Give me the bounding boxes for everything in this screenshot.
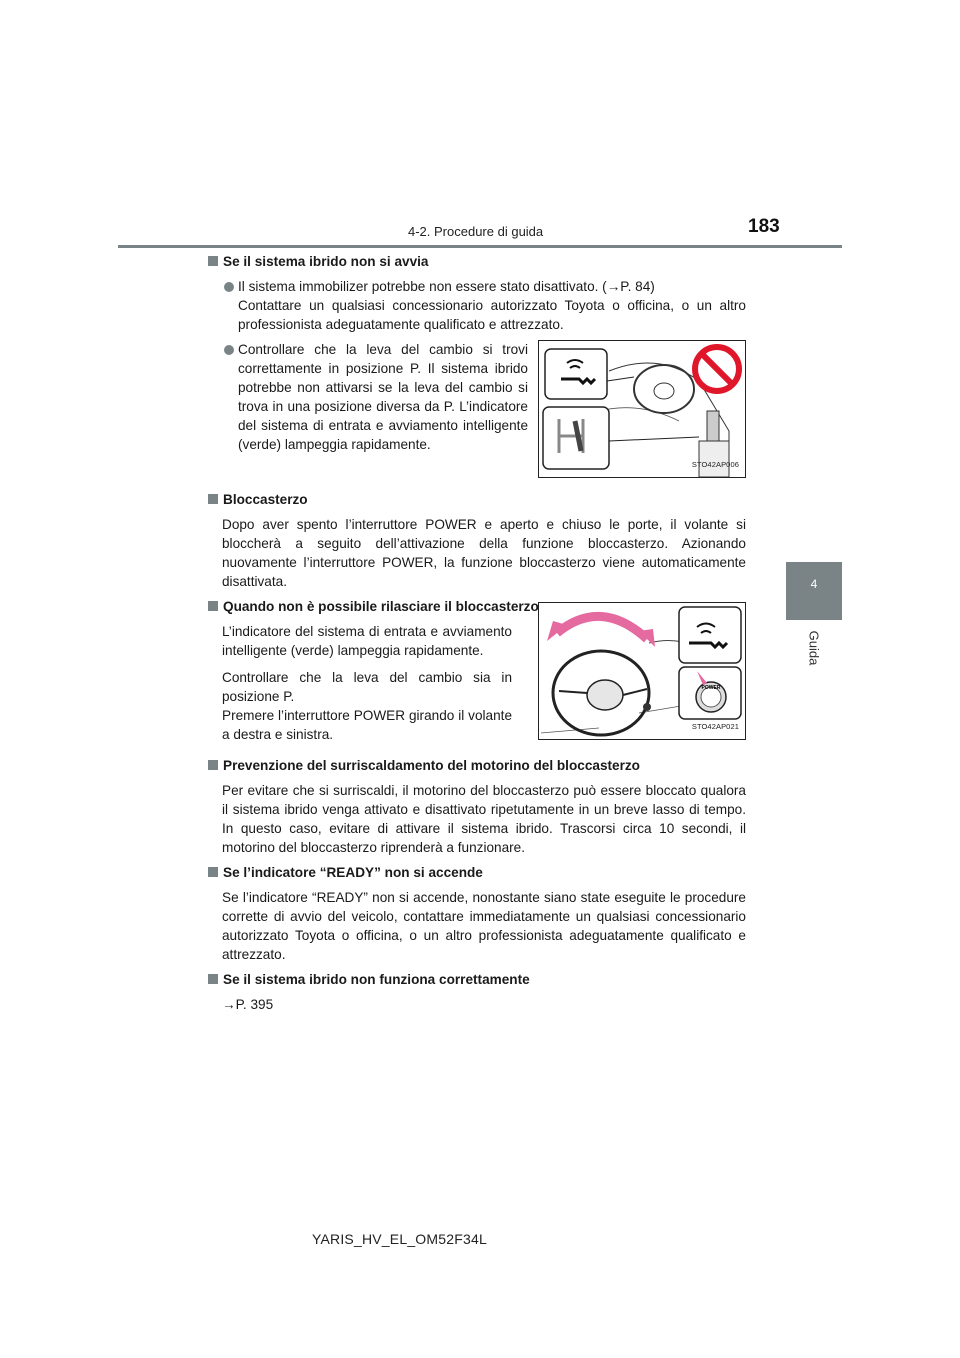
bullet-shift-lever: Controllare che la leva del cambio si trovi correttamente in posizione P. Il sistema ibrido potrebbe non attivarsi se la leva del cambio si trova in una posizione diversa da P. L’indicatore del sistema di entrata e avviamento intelligente (verde) lampeggia rapidamente.: [208, 340, 528, 454]
heading-ready-indicator: Se l’indicatore “READY” non si accende: [208, 863, 746, 882]
document-code: YARIS_HV_EL_OM52F34L: [312, 1231, 487, 1247]
chapter-number: 4: [810, 577, 818, 591]
figure-shift-lever: [538, 340, 746, 478]
para-indicator-flash: L’indicatore del sistema di entrata e avviamento intelligente (verde) lampeggia rapidamente.: [222, 624, 512, 658]
heading-malfunction: Se il sistema ibrido non funziona correttamente: [208, 970, 746, 989]
bullet-immobilizer: [208, 277, 746, 334]
chapter-tab[interactable]: [786, 562, 842, 620]
header-divider: [118, 245, 842, 248]
heading-engine-not-start: Se il sistema ibrido non si avvia: [208, 252, 746, 271]
page-content: [208, 252, 746, 1020]
figure-label-steering: STO42AP021: [691, 722, 739, 731]
para-ready-indicator: Se l’indicatore “READY” non si accende, nonostante siano state eseguite le procedure corrette di avvio del veicolo, contattare immediatamente un qualsiasi concessionario autorizzato Toyota o officina, o un altro professionista adeguatamente qualificato e attrezzato.: [222, 890, 746, 962]
power-button-text: POWER: [701, 685, 721, 691]
heading-cannot-release: Quando non è possibile rilasciare il bloccasterzo: [208, 597, 746, 616]
chapter-label: Guida: [806, 630, 822, 666]
para-overheat: Per evitare che si surriscaldi, il motorino del bloccasterzo può essere bloccato qualora il sistema ibrido venga attivato e disattivato ripetutamente in un breve lasso di tempo. In questo caso, evitare di attivare il sistema ibrido. Trascorsi circa 10 secondi, il motorino del bloccasterzo riprenderà a funzionare.: [222, 783, 746, 855]
shift-lever-row: [208, 340, 746, 478]
release-text: [208, 622, 512, 744]
bullet-immobilizer-line2: Contattare un qualsiasi concessionario autorizzato Toyota o officina, o un altro professionista adeguatamente qualificato e attrezzato.: [238, 298, 746, 332]
para-check-lever: Controllare che la leva del cambio sia in posizione P.: [222, 670, 512, 704]
para-press-power: Premere l’interruttore POWER girando il volante a destra e sinistra.: [222, 708, 512, 742]
heading-steering-lock: Bloccasterzo: [208, 490, 746, 509]
figure-label-shift: STO42AP006: [691, 460, 739, 469]
heading-overheat: Prevenzione del surriscaldamento del motorino del bloccasterzo: [208, 756, 746, 775]
para-steering-lock: Dopo aver spento l’interruttore POWER e aperto e chiuso le porte, il volante si bloccherà a seguito dell’attivazione della funzione bloccasterzo. Azionando nuovamente l’interruttore POWER, la funzione bloccasterzo viene automaticamente disattivata.: [222, 517, 746, 589]
page-reference-link[interactable]: →P. 395: [222, 997, 274, 1012]
release-row: [208, 622, 746, 744]
figure-steering-release: [538, 602, 746, 740]
bullet-immobilizer-line1: Il sistema immobilizer potrebbe non essere stato disattivato. (→P. 84): [238, 279, 655, 294]
section-title: 4-2. Procedure di guida: [408, 224, 544, 239]
page-number: 183: [748, 216, 780, 237]
